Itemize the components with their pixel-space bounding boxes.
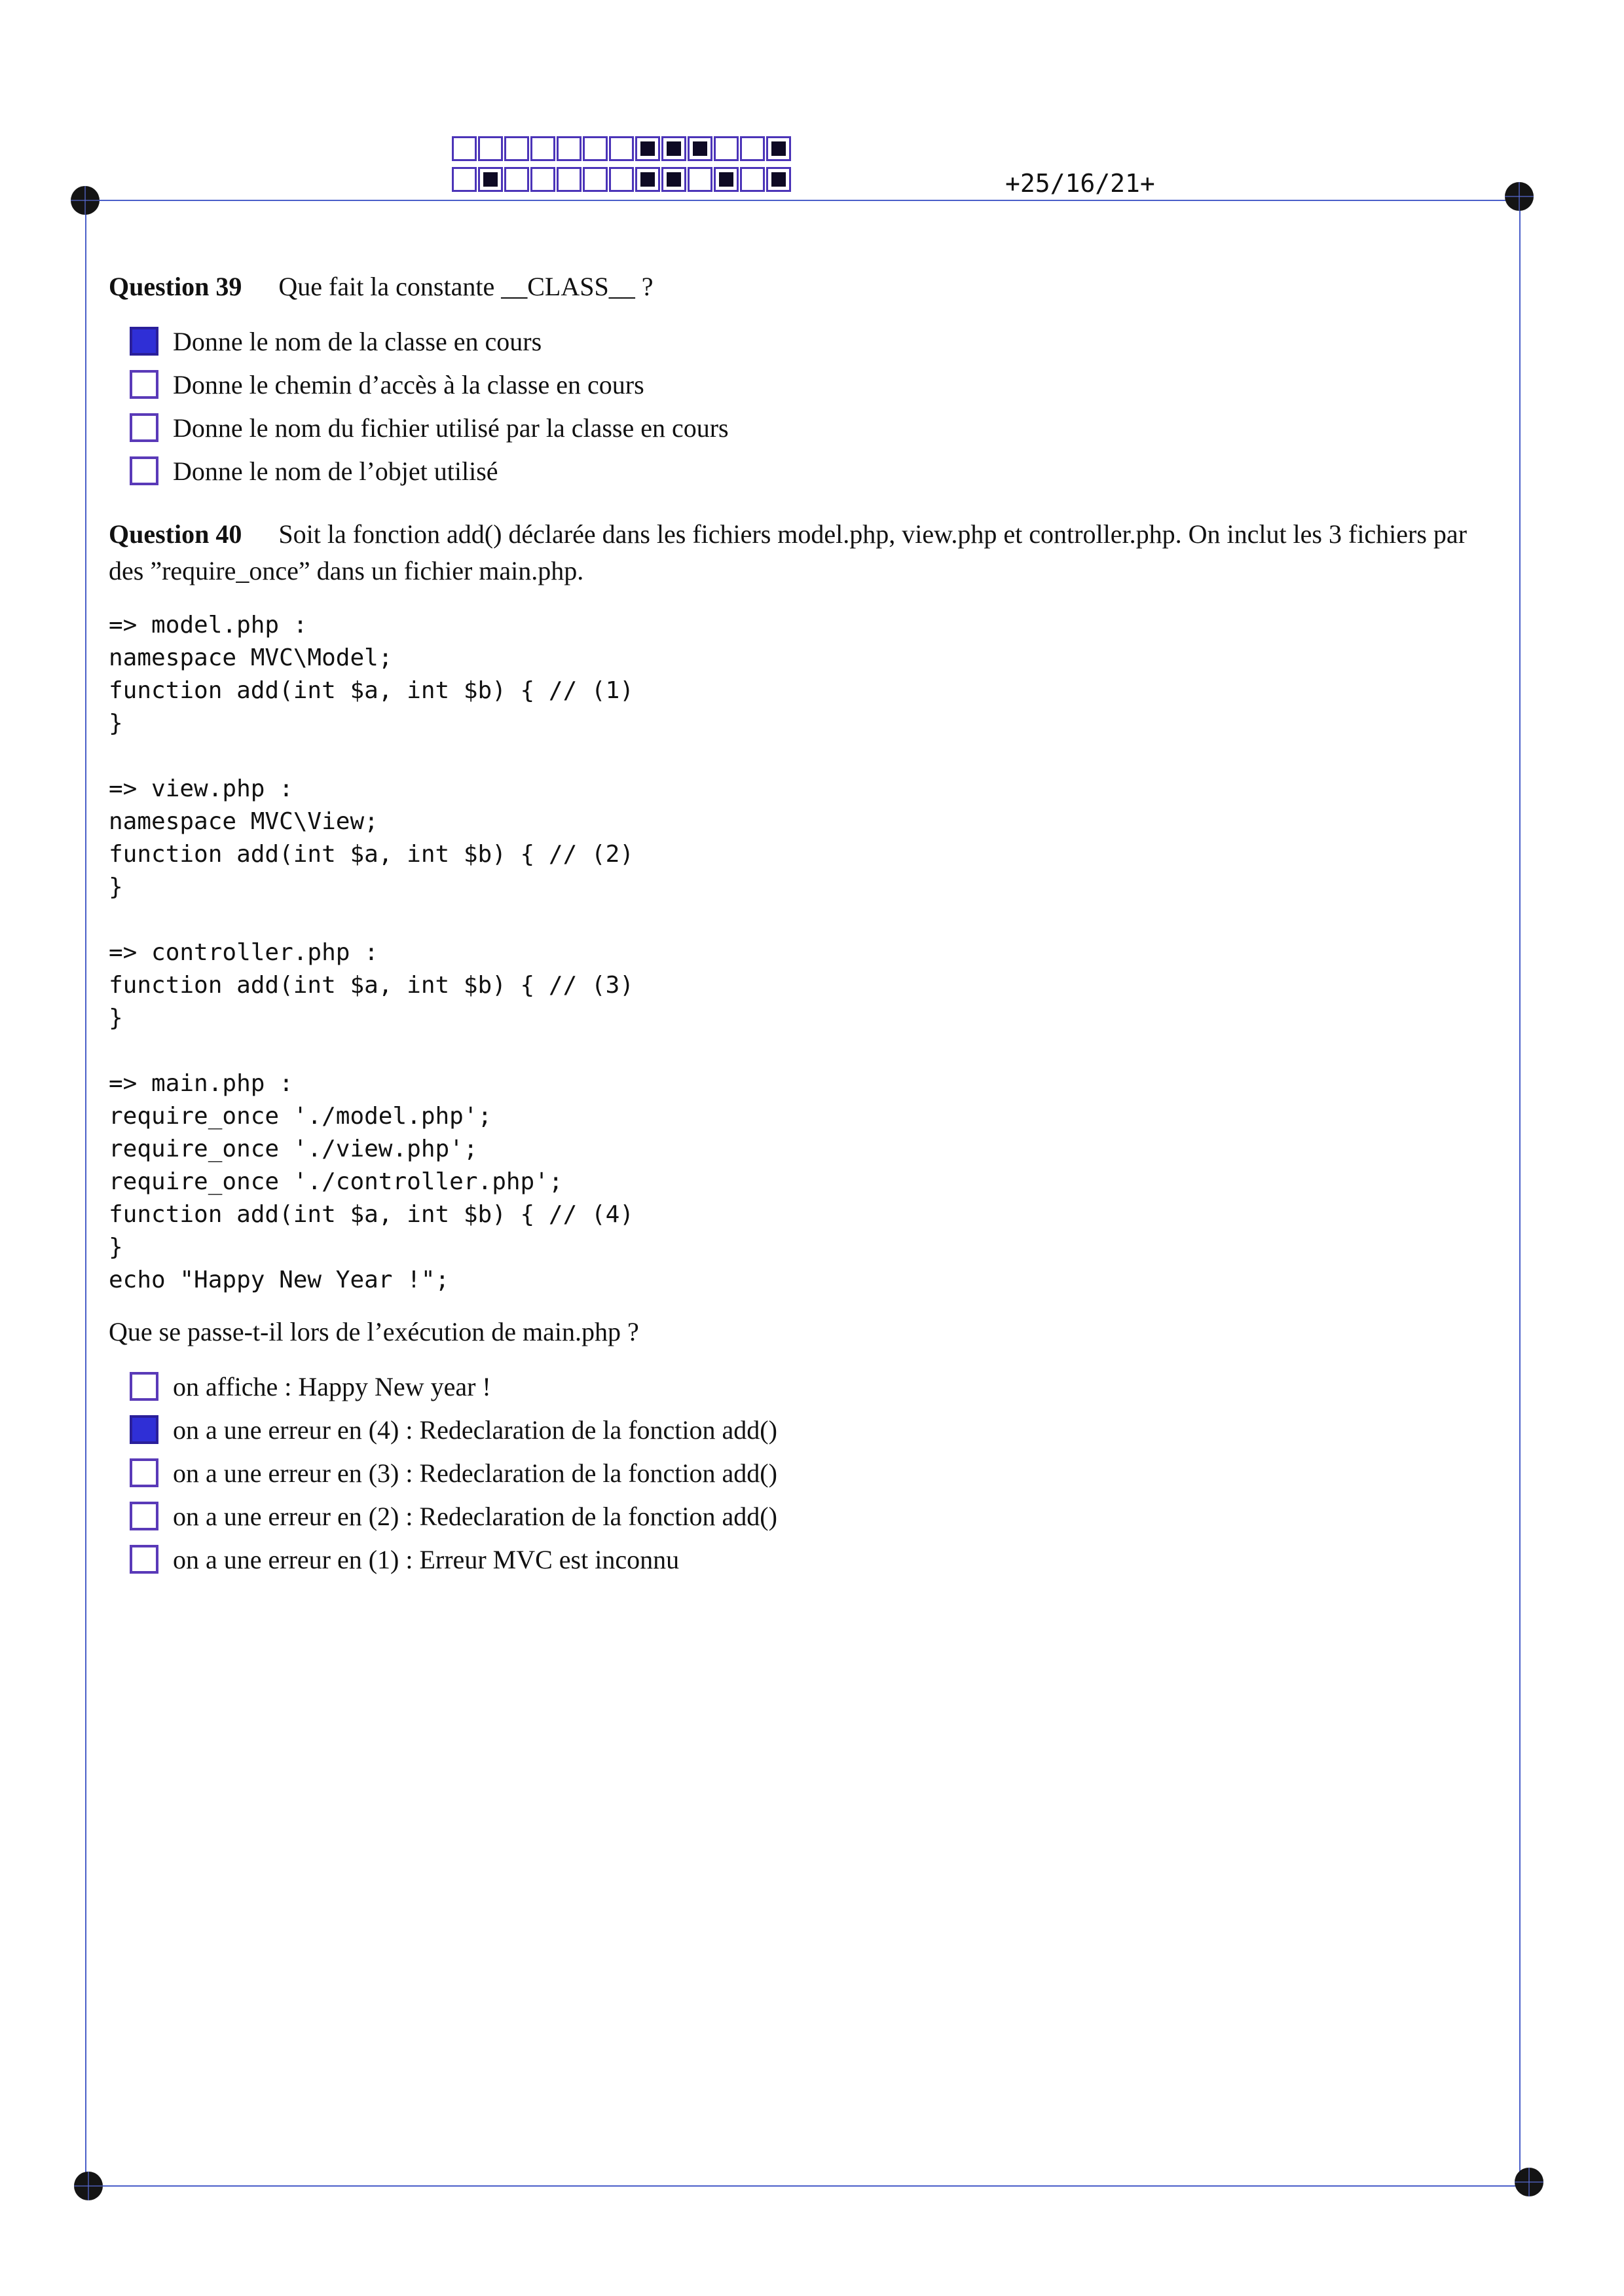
checkbox[interactable] — [130, 456, 158, 485]
code-line: function add(int $a, int $b) { // (2) — [109, 841, 634, 868]
question-39-header — [109, 268, 1504, 305]
code-strip-bottom-cell — [740, 167, 765, 192]
code-strip-top-cell — [635, 136, 660, 161]
exam-content — [109, 268, 1504, 1581]
code-strip-top-cell — [714, 136, 739, 161]
checkbox[interactable] — [130, 413, 158, 442]
registration-mark-bottom-left — [74, 2172, 103, 2200]
question-40-answer-text: on affiche : Happy New year ! — [173, 1371, 491, 1401]
code-strip-bottom-cell — [504, 167, 529, 192]
code-line: namespace MVC\View; — [109, 808, 378, 835]
question-39-answer-text: Donne le nom de la classe en cours — [173, 326, 542, 356]
question-39-answer[interactable] — [130, 320, 1504, 363]
code-line: namespace MVC\Model; — [109, 644, 393, 671]
code-strip-bottom-cell — [766, 167, 791, 192]
question-39-text: Que fait la constante __CLASS__ ? — [278, 272, 654, 301]
code-line: } — [109, 710, 123, 737]
code-line: require_once './controller.php'; — [109, 1168, 563, 1195]
code-strip-top-cell — [688, 136, 712, 161]
checkbox[interactable] — [130, 1502, 158, 1530]
question-39-answers — [130, 320, 1504, 492]
code-controller — [109, 936, 1504, 1035]
checkbox[interactable] — [130, 1372, 158, 1401]
registration-mark-top-right — [1505, 182, 1534, 211]
page-code-strip-top — [452, 136, 792, 161]
code-strip-bottom-cell — [609, 167, 634, 192]
code-strip-top-cell — [740, 136, 765, 161]
code-strip-top-cell — [504, 136, 529, 161]
frame-top-line — [85, 200, 1519, 201]
code-strip-top-cell — [452, 136, 477, 161]
code-line: => model.php : — [109, 612, 308, 639]
question-39-answer-text: Donne le nom du fichier utilisé par la classe en cours — [173, 413, 729, 443]
code-line: require_once './model.php'; — [109, 1103, 492, 1130]
code-line: } — [109, 874, 123, 900]
frame-left-line — [85, 200, 86, 2185]
code-line: => controller.php : — [109, 939, 378, 966]
question-39 — [109, 268, 1504, 492]
code-strip-top-cell — [530, 136, 555, 161]
code-main — [109, 1067, 1504, 1297]
question-40-answer-text: on a une erreur en (2) : Redeclaration de la fonction add() — [173, 1501, 777, 1531]
question-40-header — [109, 516, 1504, 589]
code-model — [109, 609, 1504, 740]
code-strip-bottom-cell — [661, 167, 686, 192]
checked-checkbox[interactable] — [130, 1415, 158, 1444]
code-line: => view.php : — [109, 775, 293, 802]
question-39-answer[interactable] — [130, 449, 1504, 492]
code-strip-top-cell — [478, 136, 503, 161]
code-line: function add(int $a, int $b) { // (1) — [109, 677, 634, 704]
code-strip-bottom-cell — [635, 167, 660, 192]
code-strip-bottom-cell — [688, 167, 712, 192]
question-40-answer-text: on a une erreur en (4) : Redeclaration de la fonction add() — [173, 1415, 777, 1445]
page-code-strip-bottom — [452, 167, 792, 192]
code-strip-bottom-cell — [452, 167, 477, 192]
question-40-answers — [130, 1365, 1504, 1581]
registration-mark-bottom-right — [1515, 2168, 1543, 2196]
code-strip-bottom-cell — [557, 167, 581, 192]
question-40 — [109, 516, 1504, 1581]
checkbox[interactable] — [130, 1458, 158, 1487]
code-line: => main.php : — [109, 1070, 293, 1097]
code-strip-bottom-cell — [478, 167, 503, 192]
question-40-answer[interactable] — [130, 1494, 1504, 1538]
question-40-label: Question 40 — [109, 519, 242, 549]
code-line: require_once './view.php'; — [109, 1136, 478, 1162]
question-39-answer-text: Donne le nom de l’objet utilisé — [173, 456, 498, 486]
frame-bottom-line — [88, 2185, 1529, 2187]
question-39-label: Question 39 — [109, 272, 242, 301]
question-40-prompt: Que se passe-t-il lors de l’exécution de main.php ? — [109, 1317, 639, 1346]
question-39-answer[interactable] — [130, 406, 1504, 449]
question-40-answer[interactable] — [130, 1538, 1504, 1581]
code-strip-top-cell — [557, 136, 581, 161]
checkbox[interactable] — [130, 370, 158, 399]
question-40-answer[interactable] — [130, 1365, 1504, 1408]
question-40-answer-text: on a une erreur en (3) : Redeclaration de la fonction add() — [173, 1458, 777, 1488]
code-view — [109, 773, 1504, 904]
question-40-text: Soit la fonction add() déclarée dans les fichiers model.php, view.php et controller.php. On inclut les 3 fichiers par des ”require_once” dans un fichier main.php. — [109, 519, 1467, 585]
code-line: echo "Happy New Year !"; — [109, 1267, 450, 1293]
question-40-answer[interactable] — [130, 1451, 1504, 1494]
checked-checkbox[interactable] — [130, 327, 158, 356]
code-line: function add(int $a, int $b) { // (4) — [109, 1201, 634, 1228]
question-39-answer-text: Donne le chemin d’accès à la classe en cours — [173, 369, 644, 399]
code-strip-top-cell — [609, 136, 634, 161]
code-strip-bottom-cell — [583, 167, 608, 192]
code-line: } — [109, 1234, 123, 1261]
question-40-answer-text: on a une erreur en (1) : Erreur MVC est inconnu — [173, 1544, 680, 1574]
code-strip-top-cell — [583, 136, 608, 161]
checkbox[interactable] — [130, 1545, 158, 1574]
frame-right-line — [1519, 200, 1521, 2185]
code-strip-top-cell — [766, 136, 791, 161]
question-39-answer[interactable] — [130, 363, 1504, 406]
code-line: function add(int $a, int $b) { // (3) — [109, 972, 634, 999]
code-strip-bottom-cell — [530, 167, 555, 192]
code-strip-top-cell — [661, 136, 686, 161]
question-40-answer[interactable] — [130, 1408, 1504, 1451]
registration-mark-top-left — [71, 186, 100, 215]
code-strip-bottom-cell — [714, 167, 739, 192]
page-id: +25/16/21+ — [1005, 169, 1155, 198]
code-line: } — [109, 1005, 123, 1031]
